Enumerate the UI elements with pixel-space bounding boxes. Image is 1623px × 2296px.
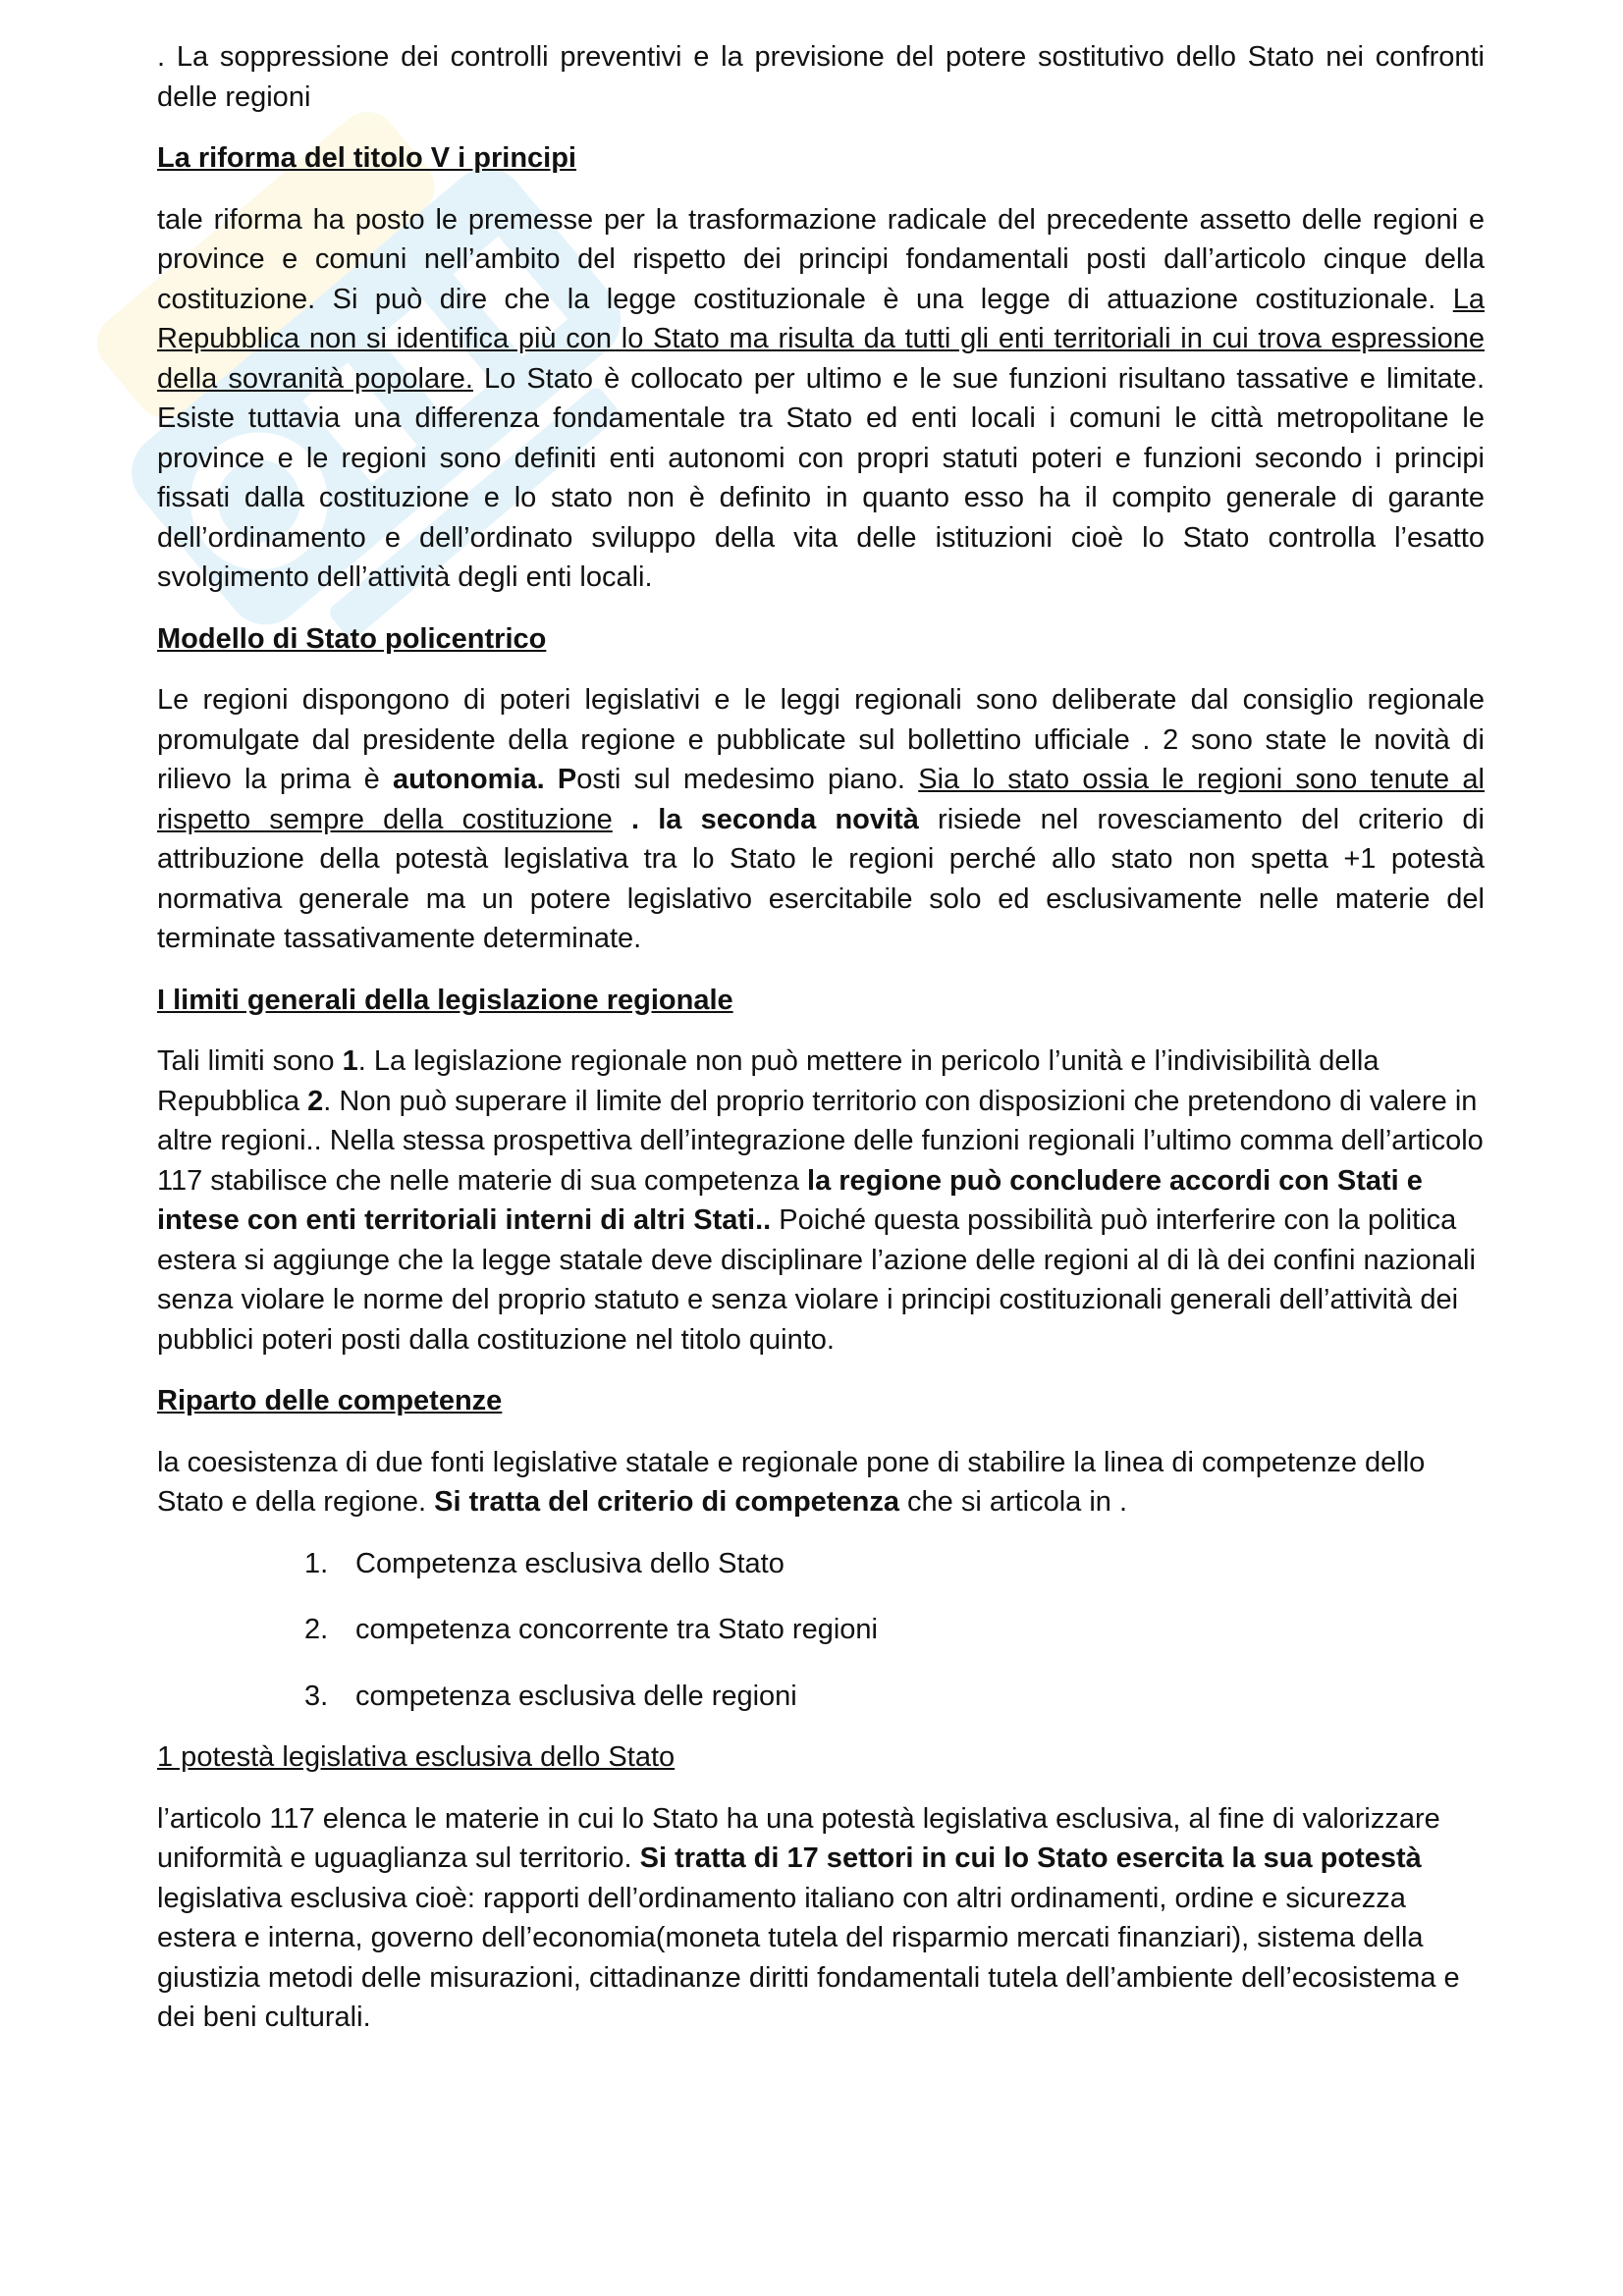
- list-item-text: competenza esclusiva delle regioni: [355, 1680, 797, 1712]
- underlined-text: Sia lo stato ossia le regioni sono tenute al rispetto sempre della costituzione: [157, 764, 1486, 835]
- competenze-list: [157, 1544, 1485, 1717]
- list-number: 1.: [304, 1547, 329, 1579]
- text-run: osti sul medesimo piano.: [576, 764, 919, 795]
- bold-text: . la seconda novità: [612, 803, 919, 835]
- bold-text: 2: [307, 1085, 324, 1117]
- bold-text: la regione può concludere accordi con Stati e intese con enti territoriali interni di altri Stati..: [157, 1164, 1423, 1236]
- text-run: . La legislazione regionale non può mettere in pericolo l’unità e l’indivisibilità della Repubblica: [157, 1045, 1380, 1117]
- document-page: [157, 37, 1485, 2038]
- potesta-paragraph: [157, 1799, 1485, 2038]
- bold-text: autonomia. P: [392, 764, 577, 795]
- text-run: . Non può superare il limite del proprio territorio con disposizioni che pretendono di valere in altre regioni.. Nella stessa prospettiva dell’integrazione delle funzioni regionali l’ultimo comma dell’articolo 117 stabilisce che nelle materie di sua competenza: [157, 1085, 1484, 1197]
- text-run: tale riforma ha posto le premesse per la trasformazione radicale del precedente assetto delle regioni e province e comuni nell’ambito del rispetto dei principi fondamentali posti dall’articolo cinque della costituzione. Si può dire che la legge costituzionale è una legge di attuazione costituzionale.: [157, 203, 1485, 315]
- section-heading-modello: Modello di Stato policentrico: [157, 622, 547, 655]
- section-subheading-potesta: 1 potestà legislativa esclusiva dello Stato: [157, 1741, 676, 1773]
- list-number: 2.: [304, 1614, 329, 1645]
- text-run: risiede nel rovesciamento del criterio di attribuzione della potestà legislativa tra lo Stato le regioni perché allo stato non spetta +1 potestà normativa generale ma un potere legislativo esercitabile solo ed esclusivamente nelle materie del terminate tassativamente determinate.: [157, 803, 1486, 954]
- text-run: Lo Stato è collocato per ultimo e le sue funzioni risultano tassative e limitate. Esiste tuttavia una differenza fondamentale tra Stato ed enti locali i comuni le città metropolitane le province e le regioni sono definiti enti autonomi con propri statuti poteri e funzioni secondo i principi fissati dalla costituzione e lo stato non è definito in quanto esso ha il compito generale di garante dell’ordinamento e dell’ordinato sviluppo della vita delle istituzioni cioè lo Stato controlla l’esatto svolgimento dell’attività degli enti locali.: [157, 362, 1485, 593]
- riforma-paragraph: [157, 200, 1485, 598]
- list-item: [157, 1610, 1485, 1650]
- section-heading-riforma: La riforma del titolo V i principi: [157, 142, 576, 174]
- text-run: la coesistenza di due fonti legislative statale e regionale pone di stabilire la linea di competenze dello Stato e della regione.: [157, 1446, 1426, 1518]
- modello-paragraph: [157, 680, 1485, 959]
- text-run: Tali limiti sono: [157, 1045, 343, 1077]
- limiti-paragraph: [157, 1041, 1485, 1360]
- text-run: l’articolo 117 elenca le materie in cui lo Stato ha una potestà legislativa esclusiva, al fine di valorizzare uniformità e uguaglianza sul territorio.: [157, 1802, 1440, 1874]
- text-run: Poiché questa possibilità può interferire con la politica estera si aggiunge che la legge statale deve disciplinare l’azione delle regioni al di là dei confini nazionali senza violare le norme del proprio statuto e senza violare i principi costituzionali generali dell’attività dei pubblici poteri posti dalla costituzione nel titolo quinto.: [157, 1204, 1476, 1356]
- bold-text: Si tratta di 17 settori in cui lo Stato esercita la sua potestà: [639, 1842, 1422, 1874]
- intro-paragraph: . La soppressione dei controlli preventivi e la previsione del potere sostitutivo dello Stato nei confronti delle regioni: [157, 41, 1485, 113]
- list-item-text: Competenza esclusiva dello Stato: [355, 1547, 784, 1579]
- bold-text: Si tratta del criterio di competenza: [434, 1486, 899, 1518]
- underlined-text: La Repubblica non si identifica più con lo Stato ma risulta da tutti gli enti territoriali in cui trova espressione della sovranità popolare.: [157, 283, 1485, 395]
- list-item: [157, 1677, 1485, 1717]
- list-item: [157, 1544, 1485, 1584]
- section-heading-riparto: Riparto delle competenze: [157, 1385, 503, 1416]
- section-heading-limiti: I limiti generali della legislazione regionale: [157, 984, 733, 1016]
- text-run: Le regioni dispongono di poteri legislativi e le leggi regionali sono deliberate dal consiglio regionale promulgate dal presidente della regione e pubblicate sul bollettino ufficiale . 2 sono state le novità di rilievo la prima è: [157, 684, 1485, 795]
- text-run: che si articola in .: [898, 1486, 1128, 1518]
- text-run: legislativa esclusiva cioè: rapporti dell’ordinamento italiano con altri ordinamenti, ordine e sicurezza estera e interna, governo dell’economia(moneta tutela del risparmio mercati finanziari), sistema della giustizia metodi delle misurazioni, cittadinanze diritti fondamentali tutela dell’ambiente dell’ecosistema e dei beni culturali.: [157, 1882, 1460, 2033]
- riparto-paragraph: [157, 1443, 1485, 1522]
- bold-text: 1: [342, 1045, 358, 1077]
- list-item-text: competenza concorrente tra Stato regioni: [355, 1614, 878, 1645]
- list-number: 3.: [304, 1680, 329, 1712]
